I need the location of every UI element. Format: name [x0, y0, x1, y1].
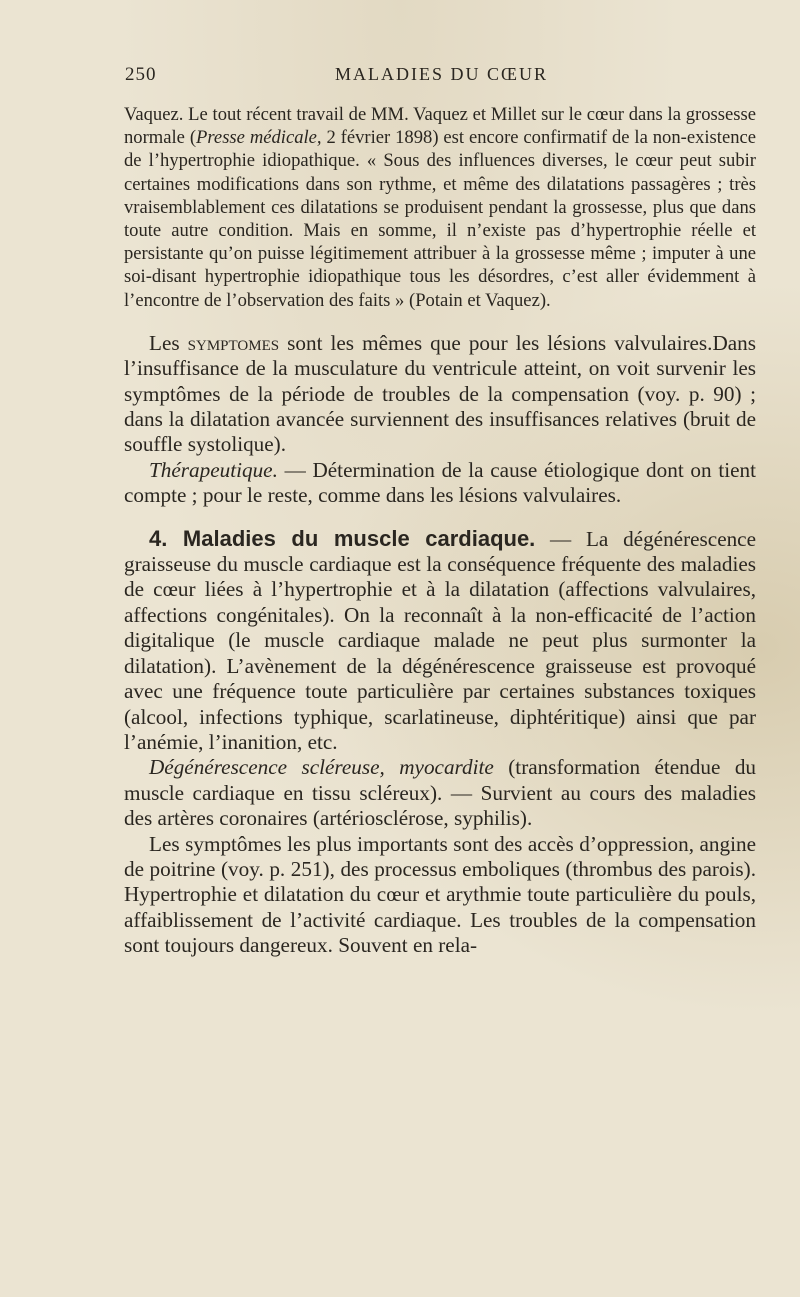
- text-run: — La dégénérescence graisseuse du muscle cardiaque est la conséquence fréquente des maladies de cœur liées à l’hypertrophie et à la dilatation (affections valvulaires, affections congénitales). On la reconnaît à la non-efficacité de l’action digitalique (le muscle cardiaque malade ne peut plus surmonter la dilatation). L’avènement de la dégénérescence graisseuse est provoqué avec une fréquence toute particulière par certaines substances toxiques (alcool, infections typhique, scarlatineuse, diphtéritique) ainsi que par l’anémie, l’inanition, etc.: [124, 526, 756, 754]
- text-run: — Détermination de la cause étiologique dont on tient compte ; pour le reste, comme dans les lésions valvulaires.: [124, 457, 756, 508]
- text-run: (transformation étendue du muscle cardiaque en tissu scléreux). — Survient au cours des maladies des artères coronaires (artériosclérose, syphilis).: [124, 755, 757, 831]
- paragraph-degenerescence-sclereuse: [124, 755, 756, 831]
- subheading-degenerescence: Dégénérescence scléreuse, myocardite: [149, 755, 494, 780]
- spacer: [124, 509, 756, 526]
- paragraph-symptomes-importants: [124, 832, 756, 959]
- keyword-symptomes: symptomes: [187, 330, 280, 355]
- running-head: MALADIES DU CŒUR: [335, 64, 549, 84]
- body-text: [124, 103, 756, 959]
- text-run: Les symptômes les plus importants sont des accès d’oppression, angine de poitrine (voy. p. 251), des processus emboliques (thrombus des parois). Hypertrophie et dilatation du cœur et arythmie toute particulière du pouls, affaiblissement de l’activité cardiaque. Les troubles de la compensation sont toujours dangereux. Souvent en rela-: [124, 831, 756, 958]
- text-run: Les: [149, 330, 188, 355]
- page-number: 250: [125, 64, 157, 85]
- citation-journal: Presse médicale,: [196, 127, 322, 149]
- paragraph-muscle-cardiaque: [124, 526, 756, 756]
- spacer: [124, 312, 756, 331]
- text-run: sont les mêmes que pour les lésions valvulaires.Dans l’insuffisance de la musculature du ventricule atteint, on voit survenir les symptômes de la période de troubles de la compensation (voy. p. 90) ; dans la dilatation avancée surviennent des insuffisances relatives (bruit de souffle systolique).: [124, 330, 757, 457]
- page-header: [125, 64, 725, 90]
- text-run: Vaquez. Le tout récent travail de MM. Vaquez et Millet sur le cœur dans la grossesse normale (: [124, 104, 756, 149]
- paragraph-symptomes: [124, 331, 756, 458]
- section-heading: 4. Maladies du muscle cardiaque.: [149, 525, 536, 551]
- paragraph-therapeutique: [124, 458, 756, 509]
- paragraph-vaquez: [124, 103, 756, 312]
- text-run: 2 février 1898) est encore confirmatif de la non-existence de l’hypertrophie idiopathique. « Sous des influences diverses, le cœur peut subir certaines modifications dans son rythme, et même des dilatations passagères ; très vraisemblablement ces dilatations se produisent pendant la grossesse, plus que dans toute autre condition. Mais en somme, il n’existe pas d’hypertrophie réelle et persistante qu’on puisse légitimement attribuer à la grossesse même ; imputer à une soi-disant hypertrophie idiopathique tous les désordres, c’est aller évidemment à l’encontre de l’observation des faits » (Potain et Vaquez).: [124, 127, 756, 311]
- subheading-therapeutique: Thérapeutique.: [149, 457, 278, 482]
